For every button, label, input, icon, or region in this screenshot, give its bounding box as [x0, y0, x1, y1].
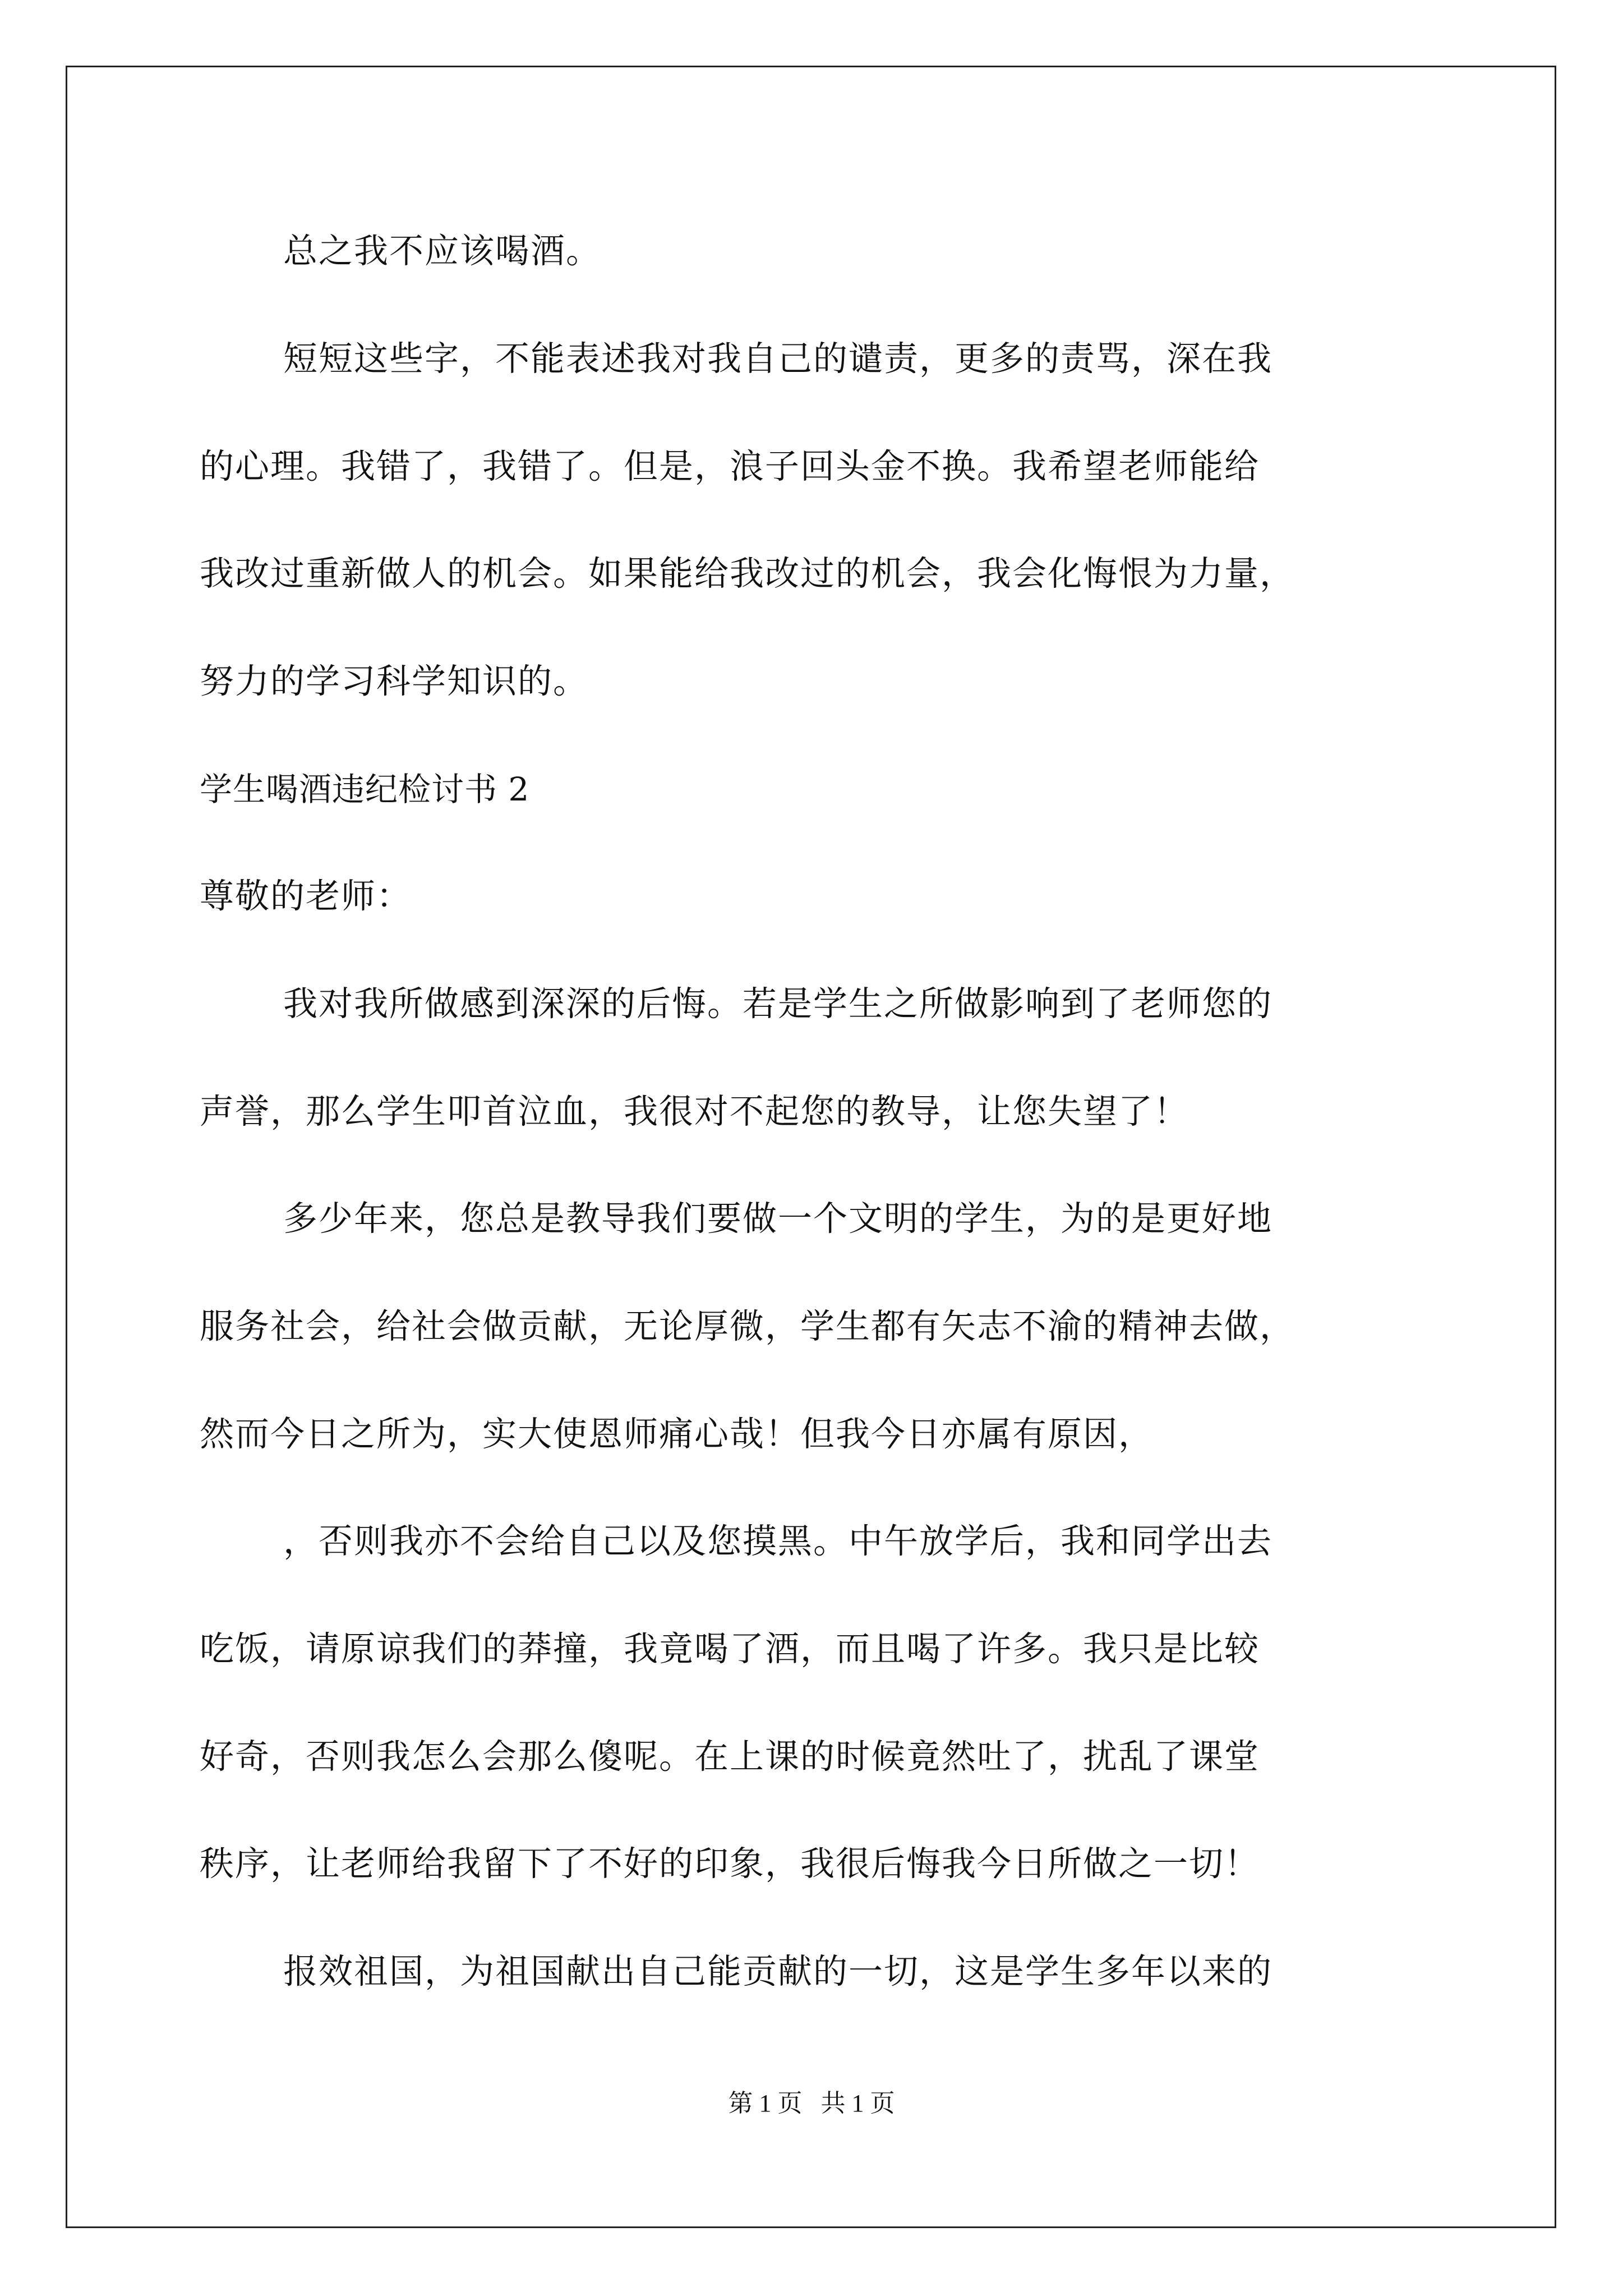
paragraph-line: 努力的学习科学知识的。 — [200, 661, 589, 701]
page-border — [66, 66, 1556, 2228]
paragraph-line: 总之我不应该喝酒。 — [283, 231, 602, 271]
salutation: 尊敬的老师： — [200, 876, 412, 916]
paragraph-line: 吃饭，请原谅我们的莽撞，我竟喝了酒，而且喝了许多。我只是比较 — [200, 1629, 1260, 1669]
paragraph-line: 的心理。我错了，我错了。但是，浪子回头金不换。我希望老师能给 — [200, 447, 1260, 486]
paragraph-line: 好奇，否则我怎么会那么傻呢。在上课的时候竟然吐了，扰乱了课堂 — [200, 1737, 1260, 1777]
paragraph-line: ，否则我亦不会给自己以及您摸黑。中午放学后，我和同学出去 — [283, 1521, 1273, 1561]
section-heading: 学生喝酒违纪检讨书 2 — [200, 770, 530, 808]
paragraph-line: 多少年来，您总是教导我们要做一个文明的学生，为的是更好地 — [283, 1199, 1273, 1239]
paragraph-line: 服务社会，给社会做贡献，无论厚微，学生都有矢志不渝的精神去做， — [200, 1306, 1295, 1346]
page-footer: 第 1 页 共 1 页 — [728, 2090, 895, 2117]
paragraph-line: 我改过重新做人的机会。如果能给我改过的机会，我会化悔恨为力量， — [200, 554, 1295, 593]
paragraph-line: 然而今日之所为，实大使恩师痛心哉！但我今日亦属有原因， — [200, 1414, 1154, 1454]
paragraph-line: 短短这些字，不能表述我对我自己的谴责，更多的责骂，深在我 — [283, 339, 1273, 379]
paragraph-line: 秩序，让老师给我留下了不好的印象，我很后悔我今日所做之一切！ — [200, 1844, 1260, 1884]
paragraph-line: 我对我所做感到深深的后悔。若是学生之所做影响到了老师您的 — [283, 984, 1273, 1024]
paragraph-line: 报效祖国，为祖国献出自己能贡献的一切，这是学生多年以来的 — [283, 1952, 1273, 1991]
paragraph-line: 声誉，那么学生叩首泣血，我很对不起您的教导，让您失望了！ — [200, 1092, 1189, 1131]
